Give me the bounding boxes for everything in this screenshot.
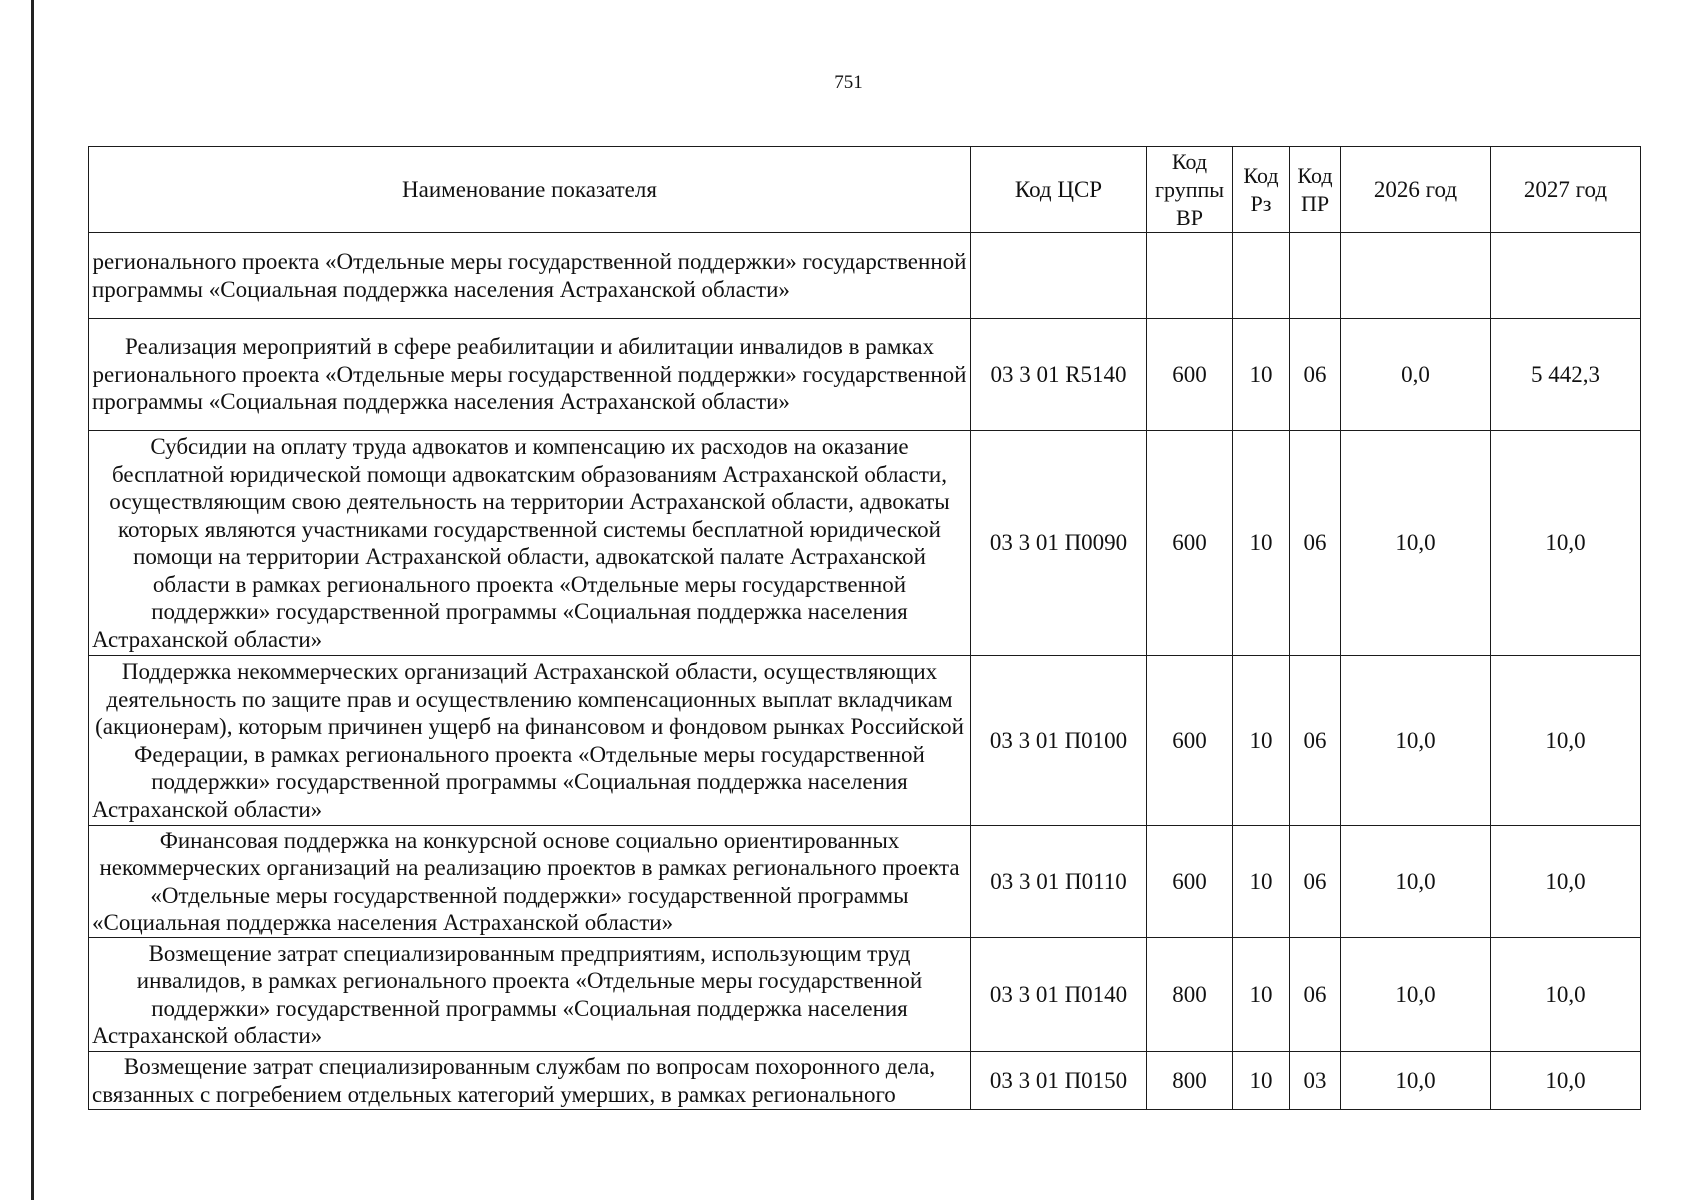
table-row: [89, 938, 1641, 1052]
row-2027: 10,0: [1491, 826, 1641, 938]
row-pr: 06: [1290, 656, 1341, 826]
table-header-row: [89, 147, 1641, 233]
row-csr: 03 3 01 R5140: [971, 319, 1147, 431]
budget-table: [88, 146, 1641, 1110]
header-rz: Код Рз: [1233, 147, 1290, 233]
row-name: Возмещение затрат специализированным предприятиям, использующим труд инвалидов, в рамках регионального проекта «Отдельные меры государственной поддержки» государственной программы «Социальная поддержка населения Астраханской области»: [89, 938, 971, 1052]
table-row: [89, 656, 1641, 826]
row-2026: 10,0: [1341, 826, 1491, 938]
row-csr: 03 3 01 П0150: [971, 1052, 1147, 1110]
row-2027: 10,0: [1491, 656, 1641, 826]
row-vr: 800: [1147, 1052, 1233, 1110]
row-name: Субсидии на оплату труда адвокатов и компенсацию их расходов на оказание бесплатной юридической помощи адвокатским образованиям Астраханской области, осуществляющим свою деятельность на территории Астраханской области, адвокаты которых являются участниками государственной системы бесплатной юридической помощи на территории Астраханской области, адвокатской палате Астраханской области в рамках регионального проекта «Отдельные меры государственной поддержки» государственной программы «Социальная поддержка населения Астраханской области»: [89, 431, 971, 656]
row-name: Поддержка некоммерческих организаций Астраханской области, осуществляющих деятельность по защите прав и осуществлению компенсационных выплат вкладчикам (акционерам), которым причинен ущерб на финансовом и фондовом рынках Российской Федерации, в рамках регионального проекта «Отдельные меры государственной поддержки» государственной программы «Социальная поддержка населения Астраханской области»: [89, 656, 971, 826]
row-rz: 10: [1233, 826, 1290, 938]
row-name: Возмещение затрат специализированным службам по вопросам похоронного дела, связанных с погребением отдельных категорий умерших, в рамках регионального: [89, 1052, 971, 1110]
row-csr: [971, 233, 1147, 319]
row-name: Финансовая поддержка на конкурсной основе социально ориентированных некоммерческих организаций на реализацию проектов в рамках регионального проекта «Отдельные меры государственной поддержки» государственной программы «Социальная поддержка населения Астраханской области»: [89, 826, 971, 938]
table-row: [89, 431, 1641, 656]
row-2027: 10,0: [1491, 431, 1641, 656]
row-rz: [1233, 233, 1290, 319]
row-pr: [1290, 233, 1341, 319]
row-rz: 10: [1233, 431, 1290, 656]
header-csr: Код ЦСР: [971, 147, 1147, 233]
row-pr: 06: [1290, 431, 1341, 656]
row-csr: 03 3 01 П0100: [971, 656, 1147, 826]
row-2026: 0,0: [1341, 319, 1491, 431]
row-vr: 600: [1147, 656, 1233, 826]
row-2026: 10,0: [1341, 431, 1491, 656]
row-rz: 10: [1233, 656, 1290, 826]
row-rz: 10: [1233, 319, 1290, 431]
header-pr: Код ПР: [1290, 147, 1341, 233]
row-name: Реализация мероприятий в сфере реабилитации и абилитации инвалидов в рамках регионального проекта «Отдельные меры государственной поддержки» государственной программы «Социальная поддержка населения Астраханской области»: [89, 319, 971, 431]
row-2027: 10,0: [1491, 1052, 1641, 1110]
row-csr: 03 3 01 П0110: [971, 826, 1147, 938]
row-pr: 03: [1290, 1052, 1341, 1110]
row-2027: 10,0: [1491, 938, 1641, 1052]
row-csr: 03 3 01 П0090: [971, 431, 1147, 656]
row-rz: 10: [1233, 1052, 1290, 1110]
table-row: [89, 319, 1641, 431]
row-vr: 800: [1147, 938, 1233, 1052]
row-name: регионального проекта «Отдельные меры государственной поддержки» государственной программы «Социальная поддержка населения Астраханской области»: [89, 233, 971, 319]
row-pr: 06: [1290, 826, 1341, 938]
table-row: [89, 826, 1641, 938]
header-2027: 2027 год: [1491, 147, 1641, 233]
header-2026: 2026 год: [1341, 147, 1491, 233]
row-rz: 10: [1233, 938, 1290, 1052]
row-2027: 5 442,3: [1491, 319, 1641, 431]
row-vr: [1147, 233, 1233, 319]
scan-edge-line: [31, 0, 34, 1200]
row-2026: 10,0: [1341, 938, 1491, 1052]
header-name: Наименование показателя: [89, 147, 971, 233]
row-pr: 06: [1290, 319, 1341, 431]
row-2026: [1341, 233, 1491, 319]
row-2027: [1491, 233, 1641, 319]
page-number: 751: [834, 72, 863, 93]
row-vr: 600: [1147, 431, 1233, 656]
row-vr: 600: [1147, 826, 1233, 938]
row-csr: 03 3 01 П0140: [971, 938, 1147, 1052]
header-vr: Код группы ВР: [1147, 147, 1233, 233]
row-2026: 10,0: [1341, 656, 1491, 826]
row-vr: 600: [1147, 319, 1233, 431]
row-pr: 06: [1290, 938, 1341, 1052]
row-2026: 10,0: [1341, 1052, 1491, 1110]
table-row: [89, 1052, 1641, 1110]
table-row: [89, 233, 1641, 319]
